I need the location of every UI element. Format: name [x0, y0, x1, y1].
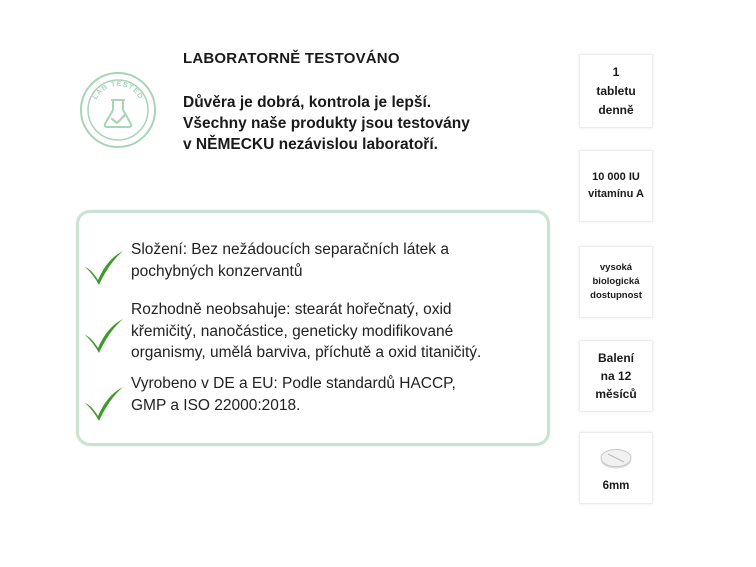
dosage-line: 1: [612, 64, 620, 79]
intro-line: Důvěra je dobrá, kontrola je lepší.: [183, 94, 432, 111]
feature-line: pochybných konzervantů: [131, 262, 303, 280]
page-title: LABORATORNĚ TESTOVÁNO: [183, 50, 400, 67]
features-panel: [76, 210, 550, 446]
tablet-size-label: 6mm: [602, 480, 630, 492]
badge-text: LAB TESTED: [91, 80, 145, 101]
dosage-line: tabletu: [596, 83, 636, 98]
dosage-box: [579, 54, 653, 128]
checkmark-icon: [81, 383, 125, 423]
vitamin-line: vitamínu A: [588, 188, 644, 200]
checkmark-icon: [81, 315, 125, 355]
intro-text: [183, 92, 543, 155]
feature-line: organismy, umělá barviva, příchutě a oxid titaničitý.: [131, 344, 482, 361]
feature-text: [131, 373, 541, 416]
package-size-box: [579, 340, 653, 412]
tablet-size-box: [579, 432, 653, 504]
intro-line: v NĚMECKU nezávislou laboratoří.: [183, 136, 438, 153]
checkmark-icon: [81, 247, 125, 287]
bioavailability-line: vysoká: [599, 262, 633, 273]
feature-text: [131, 299, 541, 364]
vitamin-line: 10 000 IU: [592, 171, 640, 183]
bioavailability-line: biologická: [592, 276, 640, 287]
tablet-pill-icon: [599, 448, 633, 470]
bioavailability-box: [579, 246, 653, 318]
feature-text: [131, 239, 541, 282]
vitamin-content-box: [579, 150, 653, 222]
feature-line: křemičitý, nanočástice, geneticky modifikované: [131, 322, 454, 340]
bioavailability-line: dostupnost: [590, 290, 642, 301]
feature-line: Vyrobeno v DE a EU: Podle standardů HACCP,: [131, 375, 456, 392]
svg-text:LAB TESTED: [92, 81, 144, 101]
feature-line: Složení: Bez nežádoucích separačních látek a: [131, 241, 449, 258]
lab-tested-badge: [78, 70, 158, 150]
package-line: Balení: [597, 351, 634, 365]
feature-line: Rozhodně neobsahuje: stearát hořečnatý, oxid: [131, 301, 452, 318]
feature-line: GMP a ISO 22000:2018.: [131, 396, 301, 414]
package-line: na 12: [600, 369, 632, 383]
lab-flask-icon: [78, 70, 158, 150]
package-line: měsíců: [595, 387, 637, 401]
intro-line: Všechny naše produkty jsou testovány: [183, 115, 470, 132]
dosage-line: denně: [598, 102, 634, 117]
